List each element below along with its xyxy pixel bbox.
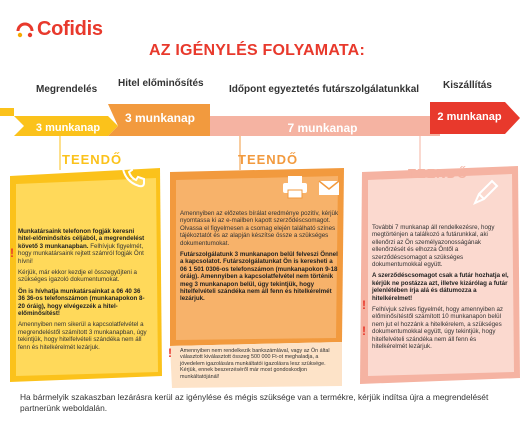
warning-icon: ! [362,298,366,312]
column-3-p3: Felhívjuk szíves figyelmét, hogy amennyiben az előminősítéstől számított 10 munkanapon belül nem jut el hozzánk a hitelkérelem, a szükséges dokumentumokkal együtt, úgy tekintjük, hogy hitelfelvételi szándéka nem áll fenn és hitelkérelmét lezárjuk. [372,306,504,351]
column-3-p2: A szerződéscsomagot csak a futár hozhatja el, kérjük ne postázza azt, illetve kizárólag a futár jelenlétében írja alá és dátumozza a hitelkérelmet! [372,272,509,302]
page-title: AZ IGÉNYLÉS FOLYAMATA: [149,42,365,59]
column-2-text [180,210,340,307]
printer-icon [280,174,310,200]
duration-delivery: 2 munkanap [437,111,502,123]
warning-icon: ! [362,324,366,338]
warning-icon: ! [10,246,14,260]
duration-order: 3 munkanap [35,122,101,134]
duration-prequal: 3 munkanap [124,111,196,125]
footer-note: Ha bármelyik szakaszban lezárásra kerül az igénylése és mégis szüksége van a termékre, kérjük indítsa újra a megrendelését partnerünk weboldalán. [20,392,489,413]
stage-label-delivery: Kiszállítás [443,80,492,91]
column-1-p1b: Felhívjuk figyelmét, hogy munkatársaink rejtett számról fogják Önt hívni! [18,242,144,265]
column-1-p2: Kérjük, már ekkor kezdje el összegyűjteni a szükséges igazoló dokumentumokat. [18,269,137,284]
warning-icon: ! [168,346,172,360]
column-1-heading: TEENDŐ [62,152,123,167]
stage-label-prequal: Hitel előminősítés [118,78,204,89]
stage-label-order: Megrendelés [36,84,98,95]
column-1-p4: Amennyiben nem sikerül a kapcsolatfelvétel a megrendeléstől számított 3 munkanapban, úgy tekintjük, hogy hitelfelvételi szándéka nem áll fenn és hitelkérelmét lezárjuk. [18,321,147,351]
column-3-heading: TEENDŐ [408,166,469,181]
stage-label-appointment: Időpont egyeztetés futárszolgálatunkkal [229,84,420,95]
duration-appointment: 7 munkanap [287,121,358,135]
column-2-heading: TEENDŐ [238,152,299,167]
mail-icon [318,178,340,198]
column-3-text [372,224,512,355]
column-2-note: Amennyiben nem rendelkezik bankszámlával, vagy az Ön által választott kiválasztott összeg 500 000 Ft-ot meghaladja, a jövedelem igazolására munkáltatói igazolásra lesz szüksége. Kérjük, ennek beszerzéséről már most gondoskodjon munkáltatójánál! [180,348,330,380]
column-2-p1: Amennyiben az előzetes bírálat eredménye pozitív, kérjük nyomtassa ki az e-mailben kapott szerződéscsomagot. Olvassa el figyelmesen a csomag elején található színes tájékoztatót és az alapján készítse össze a szükséges dokumentumokat. [180,210,339,247]
column-1-p1: Munkatársaink telefonon fogják keresni hitel-előminősítés céljából, a megrendelést követő 3 munkanapban. [18,228,145,250]
brand-logo [14,18,103,41]
column-2-p2: Futárszolgálatunk 3 munkanapon belül felveszi Önnel a kapcsolatot. Futárszolgálatunkat Ön is keresheti a 06 1 501 0306-os telefonszámon (munkanapokon 9-18 óráig). Amennyiben a kapcsolatfelvétel nem történik meg 3 munkanapon belül, úgy tekintjük, hogy hitelfelvételi szándéka nem áll fenn és hitelkérelmét lezárjuk. [180,251,338,303]
column-1-text [18,228,148,355]
phone-icon [118,160,148,190]
column-3-p1: További 7 munkanap áll rendelkezésre, hogy megtörténjen a találkozó a futárunkkal, aki ellenőrzi az Ön személyazonosságának ellenőrzését és elhozza Öntől a szerződéscsomagot a szükséges dokumentumokkal együtt. [372,224,495,269]
pen-icon [470,178,500,208]
cofidis-logo-icon [14,19,36,41]
column-1-p3: Ön is hívhatja munkatársainkat a 06 40 36 36 36-os telefonszámon (munkanapokon 8-20 óráig), hogy elvégezzék a hitel-előminősítést! [18,287,145,318]
brand-name: Cofidis [37,18,103,40]
